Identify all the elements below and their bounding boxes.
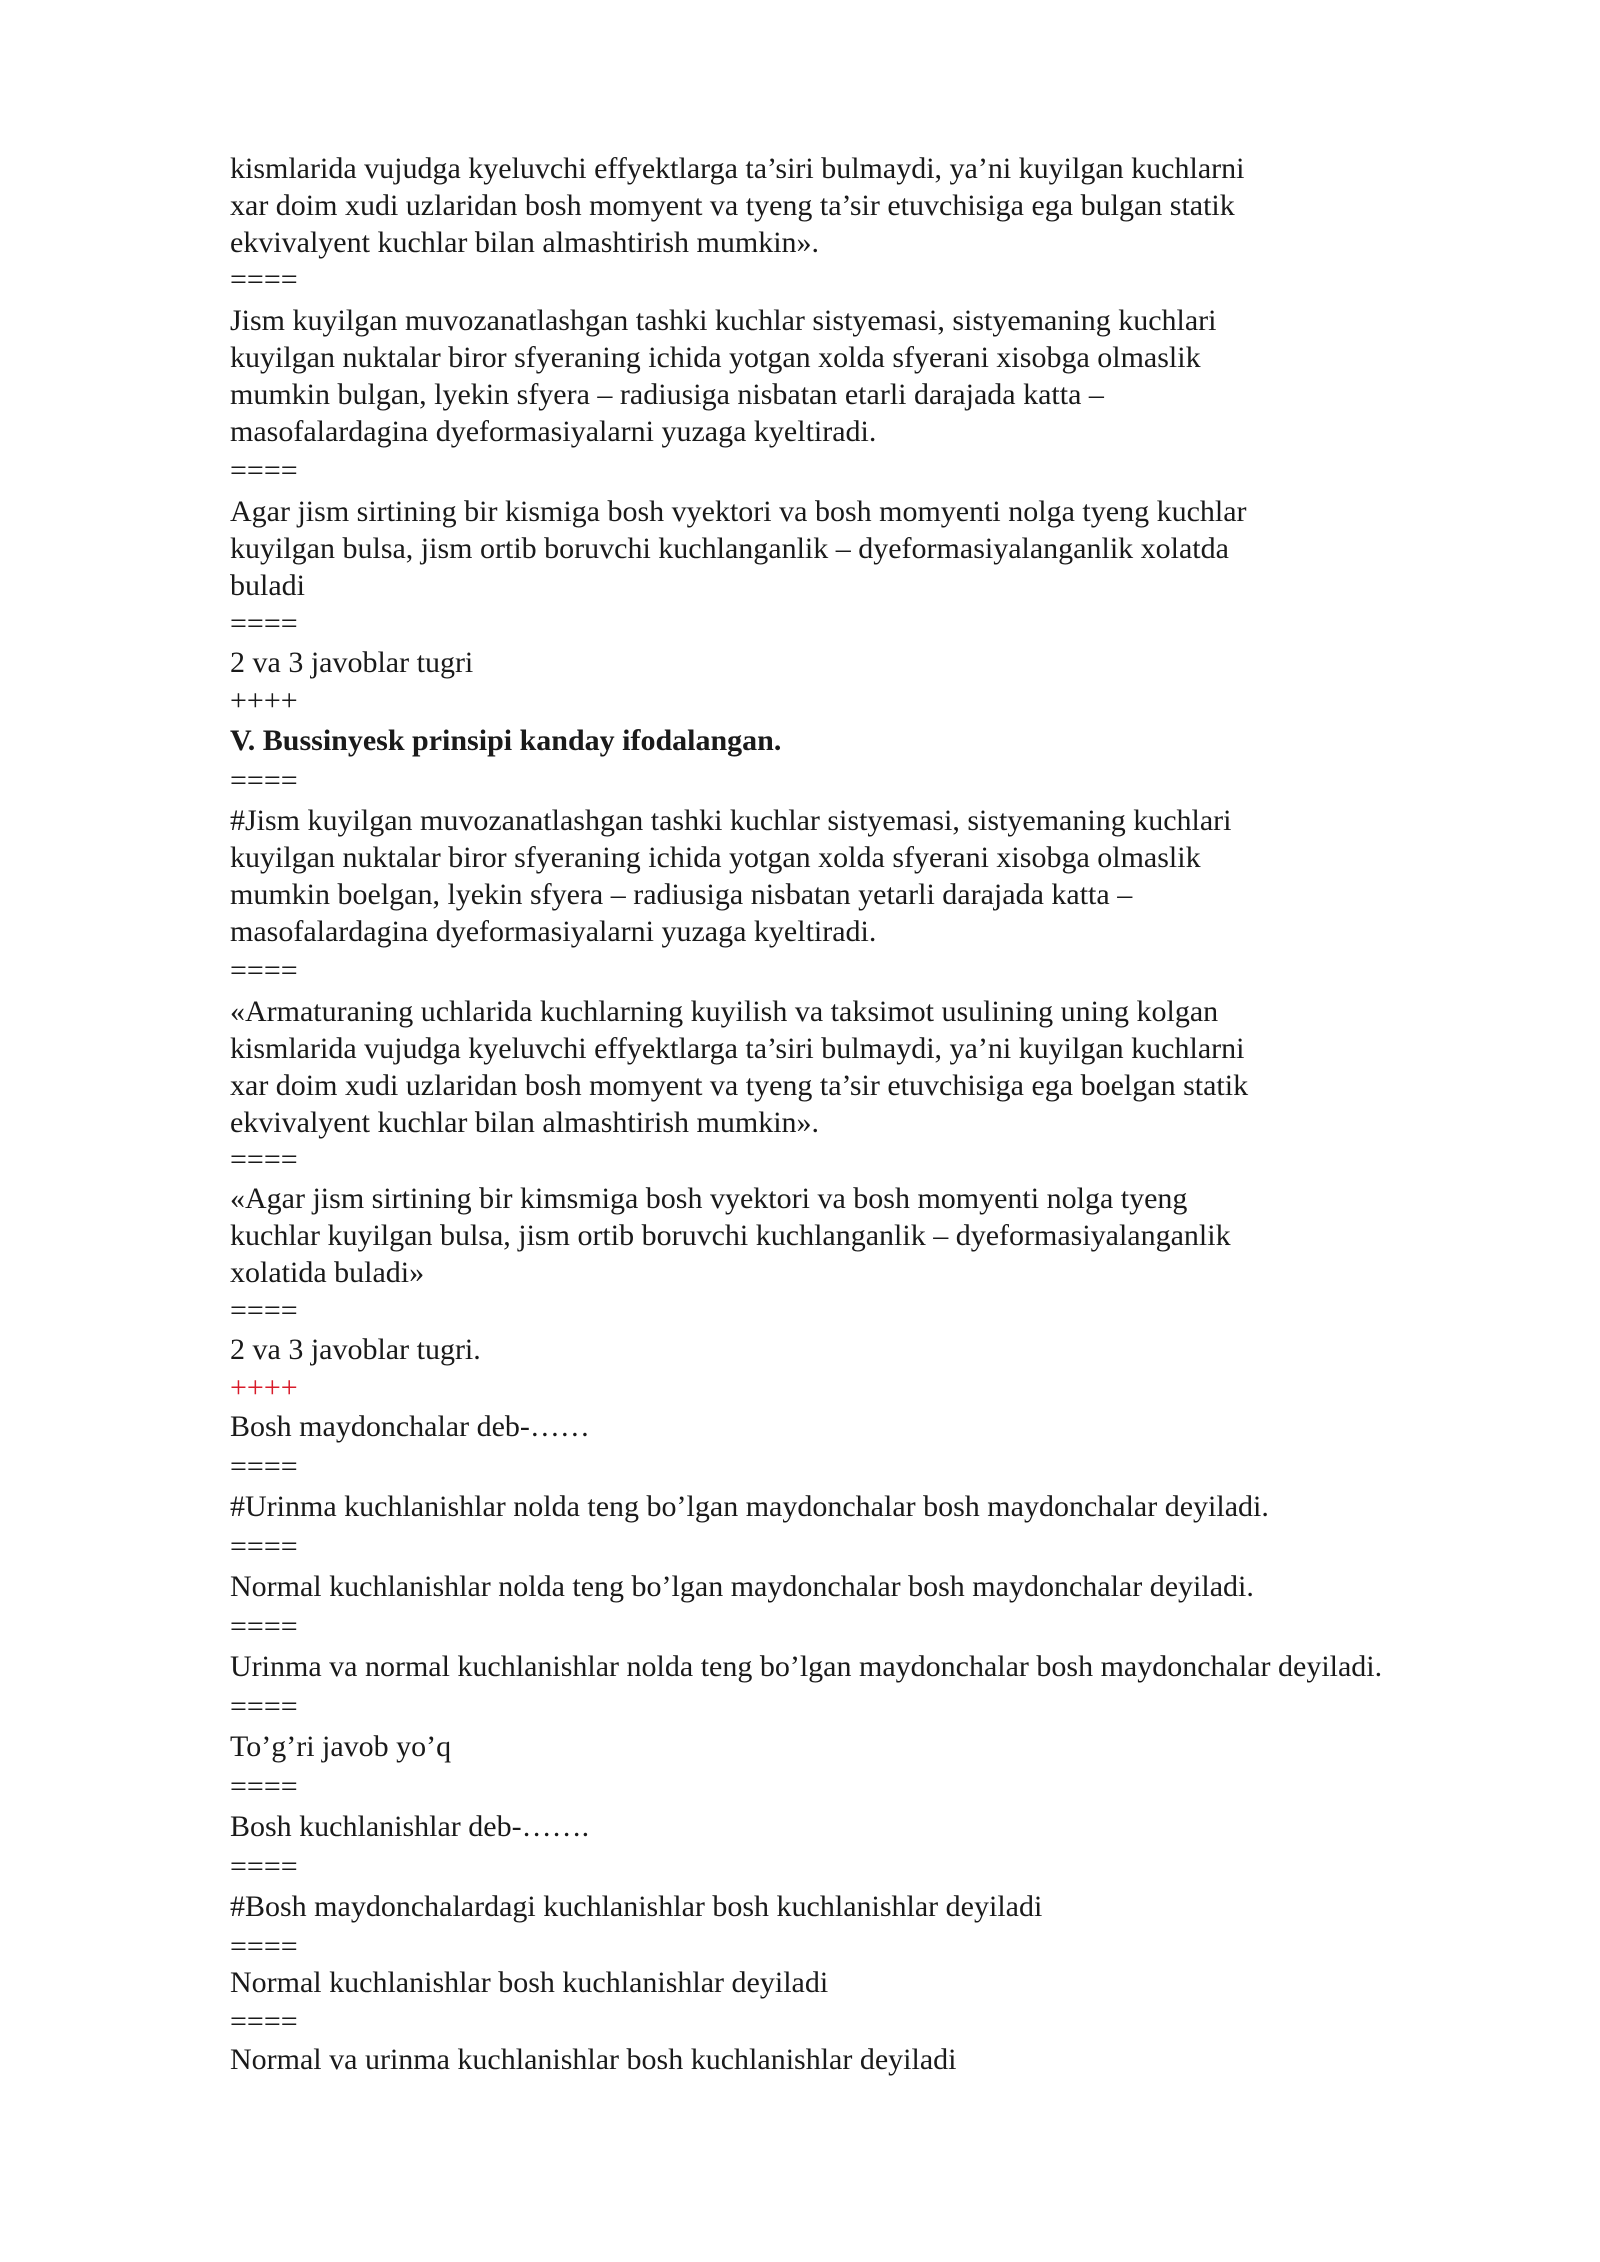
text-line: kismlarida vujudga kyeluvchi effyektlarga ta’siri bulmaydi, ya’ni kuyilgan kuchlarni xyxy=(230,152,1245,185)
text-line: «Armaturaning uchlarida kuchlarning kuyilish va taksimot usulining uning kolgan xyxy=(230,995,1219,1028)
text-line: Normal kuchlanishlar nolda teng bo’lgan maydonchalar bosh maydonchalar deyiladi. xyxy=(230,1570,1254,1603)
text-line: mumkin boelgan, lyekin sfyera – radiusiga nisbatan yetarli darajada katta – xyxy=(230,878,1133,911)
text-line: kuyilgan nuktalar biror sfyeraning ichida yotgan xolda sfyerani xisobga olmaslik xyxy=(230,841,1201,874)
text-line: Bosh kuchlanishlar deb-……. xyxy=(230,1810,590,1843)
text-line: kuyilgan bulsa, jism ortib boruvchi kuchlanganlik – dyeformasiyalanganlik xolatda xyxy=(230,532,1229,565)
answer-separator: ==== xyxy=(230,454,298,487)
text-line: #Urinma kuchlanishlar nolda teng bo’lgan maydonchalar bosh maydonchalar deyiladi. xyxy=(230,1490,1269,1523)
answer-separator: ==== xyxy=(230,1143,298,1176)
text-line: 2 va 3 javoblar tugri. xyxy=(230,1333,481,1366)
text-line: xolatida buladi» xyxy=(230,1256,425,1289)
answer-separator: ==== xyxy=(230,263,298,296)
text-line: Agar jism sirtining bir kismiga bosh vyektori va bosh momyenti nolga tyeng kuchlar xyxy=(230,495,1247,528)
answer-separator: ==== xyxy=(230,764,298,797)
text-line: Urinma va normal kuchlanishlar nolda teng bo’lgan maydonchalar bosh maydonchalar deyiladi. xyxy=(230,1650,1383,1683)
text-line: kismlarida vujudga kyeluvchi effyektlarga ta’siri bulmaydi, ya’ni kuyilgan kuchlarni xyxy=(230,1032,1245,1065)
text-line: Bosh maydonchalar deb-…… xyxy=(230,1410,590,1443)
text-line: Jism kuyilgan muvozanatlashgan tashki kuchlar sistyemasi, sistyemaning kuchlari xyxy=(230,304,1217,337)
text-line: 2 va 3 javoblar tugri xyxy=(230,646,474,679)
text-line: #Jism kuyilgan muvozanatlashgan tashki kuchlar sistyemasi, sistyemaning kuchlari xyxy=(230,804,1232,837)
text-line: Normal va urinma kuchlanishlar bosh kuchlanishlar deyiladi xyxy=(230,2043,957,2076)
answer-separator: ==== xyxy=(230,1530,298,1563)
answer-separator: ==== xyxy=(230,1294,298,1327)
text-line: masofalardagina dyeformasiyalarni yuzaga kyeltiradi. xyxy=(230,415,877,448)
text-line: buladi xyxy=(230,569,305,602)
text-line: «Agar jism sirtining bir kimsmiga bosh vyektori va bosh momyenti nolga tyeng xyxy=(230,1182,1188,1215)
answer-separator: ==== xyxy=(230,1610,298,1643)
answer-separator: ==== xyxy=(230,1450,298,1483)
text-line: ekvivalyent kuchlar bilan almashtirish mumkin». xyxy=(230,1106,820,1139)
text-line: #Bosh maydonchalardagi kuchlanishlar bosh kuchlanishlar deyiladi xyxy=(230,1890,1043,1923)
question-heading: V. Bussinyesk prinsipi kanday ifodalangan. xyxy=(230,724,782,757)
text-line: xar doim xudi uzlaridan bosh momyent va tyeng ta’sir etuvchisiga ega bulgan statik xyxy=(230,189,1235,222)
answer-separator: ==== xyxy=(230,2005,298,2038)
answer-separator: ==== xyxy=(230,1690,298,1723)
text-line: To’g’ri javob yo’q xyxy=(230,1730,452,1763)
text-line: masofalardagina dyeformasiyalarni yuzaga kyeltiradi. xyxy=(230,915,877,948)
question-separator: ++++ xyxy=(230,684,298,717)
text-line: xar doim xudi uzlaridan bosh momyent va tyeng ta’sir etuvchisiga ega boelgan statik xyxy=(230,1069,1249,1102)
answer-separator: ==== xyxy=(230,954,298,987)
text-line: ekvivalyent kuchlar bilan almashtirish mumkin». xyxy=(230,226,820,259)
text-line: Normal kuchlanishlar bosh kuchlanishlar deyiladi xyxy=(230,1966,829,1999)
text-line: mumkin bulgan, lyekin sfyera – radiusiga nisbatan etarli darajada katta – xyxy=(230,378,1104,411)
answer-separator: ==== xyxy=(230,1930,298,1963)
answer-separator: ==== xyxy=(230,607,298,640)
text-line: kuchlar kuyilgan bulsa, jism ortib boruvchi kuchlanganlik – dyeformasiyalanganlik xyxy=(230,1219,1231,1252)
answer-separator: ==== xyxy=(230,1770,298,1803)
answer-separator: ==== xyxy=(230,1850,298,1883)
text-line: kuyilgan nuktalar biror sfyeraning ichida yotgan xolda sfyerani xisobga olmaslik xyxy=(230,341,1201,374)
question-separator: ++++ xyxy=(230,1371,298,1404)
